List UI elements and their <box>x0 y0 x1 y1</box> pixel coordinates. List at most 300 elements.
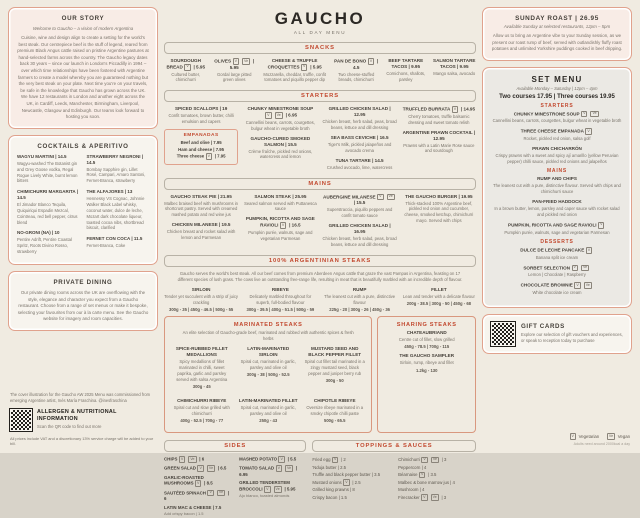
item-description: White chocolate ice cream <box>532 289 582 295</box>
diet-tags: V Ve <box>420 457 441 462</box>
cut-name: FILLET <box>431 286 447 292</box>
item-sizes-prices: 400g - 52.5 | 700g - 77 <box>180 418 224 424</box>
toppings-col1 <box>312 456 390 501</box>
set-menu-pricing: Two courses 17.95 | Three courses 19.95 <box>499 93 615 100</box>
diet-tags: V <box>204 154 213 159</box>
item-price: | 7.95 <box>214 153 226 159</box>
our-story-card <box>8 7 158 129</box>
item-name: SAUTÉED SPINACH <box>164 490 206 496</box>
item-name: THE GAUCHO BURGER <box>405 193 458 199</box>
starters-col1 <box>164 106 238 125</box>
item-name: TOMATO SALAD <box>239 465 275 471</box>
item-description: The leanest cut with a pure, distinctive flavour. Served with chips and chimichurri sauce <box>493 183 621 195</box>
item-note: Add crispy bacon | 1.5 <box>164 510 204 516</box>
item-name: Ham and cheese <box>178 146 213 152</box>
empanadas-box <box>164 129 238 164</box>
item-name: ARGENTINE PRAWN COCKTAIL <box>402 129 473 135</box>
item-price: | 14.5 <box>372 157 384 163</box>
side-item <box>164 465 231 472</box>
sides-section <box>164 437 306 518</box>
gift-cards-qr-code <box>491 322 515 346</box>
item-name: Chimichurri <box>398 457 420 463</box>
item-name: SALMON TARTARE TACOS <box>433 58 476 69</box>
item-name: RUMP AND CHIPS <box>537 176 577 182</box>
topping-item <box>398 494 476 502</box>
mains-col2 <box>243 194 317 252</box>
cocktail-item <box>17 154 80 184</box>
item-description: Lemon | Chocolate | Raspberry <box>528 272 586 278</box>
item-description: Confit tomatoes, brown butter, chilli emulsion and capers <box>168 113 234 125</box>
cut-description: Delicately marbled throughout for superb, full-bodied flavour <box>249 293 312 305</box>
item-name: SALMON STEAK <box>254 193 292 199</box>
menu-item <box>164 106 238 125</box>
item-price: | 19 <box>219 106 228 112</box>
cocktail-item <box>87 154 150 184</box>
steak-cuts-grid <box>164 287 476 316</box>
item-sizes-prices: 300g - 45 <box>192 384 211 390</box>
sunday-roast-card <box>482 7 632 61</box>
starters-col4 <box>402 106 476 174</box>
menu-item <box>333 58 379 83</box>
item-name: GREEN SALAD <box>164 465 196 471</box>
item-sizes-prices: 300g - 38 | 500g - 52.5 <box>246 372 290 378</box>
topping-item <box>398 486 476 494</box>
item-price: | 5.95 <box>193 64 206 70</box>
item-name: Fried egg <box>312 457 331 463</box>
item-description: Thick-stacked 100% Argentine beef, pickled red onion and cucumber, cheese, smoked ketchup, chimichurri mayo. Served with chips <box>404 200 474 224</box>
item-name: BEEF TARTARE TACOS <box>388 58 424 69</box>
set-menu-group <box>491 239 623 295</box>
menu-item <box>243 216 317 241</box>
item-price: | 12.95 <box>353 106 391 118</box>
cocktail-name: STRAWBERRY NEGRONI | 14.5 <box>86 153 144 165</box>
item-name: SEA BASS CEVICHE <box>330 135 376 140</box>
item-name: CHUNKY MINESTRONE SOUP <box>513 111 580 117</box>
diet-tags: V Ve <box>376 194 397 199</box>
item-name: LATIN-MARINATED FILLET <box>238 398 298 404</box>
item-description: Cherry tomatoes, truffle balsamic dressing and sweet tomato relish <box>408 113 470 125</box>
service-charge-note: All prices include VAT and a discretionary 13% service charge will be added to your bill. <box>10 436 154 446</box>
cut-sizes-prices: 225g - 20 | 300g - 26 | 450g - 36 <box>329 306 391 312</box>
menu-item <box>402 130 476 155</box>
cocktails-card <box>8 135 158 265</box>
menu-item <box>243 194 317 213</box>
item-sizes-prices: 500g - 65.5 <box>324 418 346 424</box>
menu-item <box>402 106 476 125</box>
menu-item <box>323 158 397 171</box>
item-description: Cannellini beans, carrots, courgettes, bulgur wheat in vegetable broth <box>245 119 315 131</box>
section-header-snacks: SNACKS <box>164 42 476 54</box>
item-price: | 4.5 <box>352 58 379 70</box>
item-name: Malbec & bone marrow jus <box>398 479 450 485</box>
item-price: | 6.95 <box>285 112 298 118</box>
side-item <box>239 465 306 478</box>
side-item <box>239 480 306 498</box>
item-name: GRILLED CHICKEN SALAD <box>328 222 389 228</box>
cocktails-title: COCKTAILS & APERITIVO <box>37 142 129 150</box>
item-price: | 6.95 <box>239 465 298 477</box>
sharing-steak-item <box>384 353 469 372</box>
item-name: CHICKEN MILANESE <box>171 222 218 228</box>
set-menu-item <box>491 111 623 124</box>
sides-col1 <box>164 456 231 518</box>
diet-tags: V Ve <box>231 59 252 64</box>
item-name: DULCE DE LECHE PANCAKE <box>520 247 585 253</box>
cocktail-description: Fernet-Branca, Coke <box>86 243 126 249</box>
diet-tags: V <box>450 107 459 112</box>
steak-cut <box>402 287 476 312</box>
item-price: | 5.95 <box>310 64 322 70</box>
cocktail-item <box>17 230 80 254</box>
topping-item <box>398 456 476 464</box>
item-description: In a brown butter, lemon, parsley and caper sauce with rocket salad and pickled red onion <box>494 206 620 218</box>
item-name: Beef and olive <box>180 140 210 146</box>
menu-item <box>323 135 397 154</box>
set-menu-groups <box>491 103 623 296</box>
legend-label: Vegetarian <box>578 433 600 439</box>
section-header-steaks: 100% ARGENTINIAN STEAKS <box>164 255 476 267</box>
item-price: | 5.95 <box>229 58 255 70</box>
kcal-note: Adults need around 2000kcal a day <box>573 442 630 446</box>
legend-label: Vegan <box>617 433 630 439</box>
mains-col3 <box>323 194 397 252</box>
set-menu-item <box>491 265 623 278</box>
item-price: | 6.5 <box>217 465 227 471</box>
set-menu-item <box>491 176 623 195</box>
item-price: | 7.95 <box>210 140 222 146</box>
item-description: Pumpkin purée, walnuts, sage and vegetarian Parmesan <box>248 229 313 241</box>
item-description: Spiral cut fillet tail marinated in a zingy mustard seed, black pepper and juniper berry rub <box>304 359 365 376</box>
item-price: | 19.95 <box>458 193 473 199</box>
item-price: | 6 <box>199 456 205 462</box>
item-name: GAUCHO STEAK PIE <box>170 193 217 199</box>
cut-sizes-prices: 300g - 35 | 450g - 46.5 | 500g - 55 <box>168 306 234 312</box>
side-item <box>164 456 231 463</box>
empanadas-title: EMPANADAS <box>183 133 219 139</box>
item-name: Mushroom <box>398 487 419 493</box>
item-note: Ajo blanco, toasted almonds <box>239 492 290 498</box>
item-sizes-prices: 250g - 43 <box>259 418 278 424</box>
item-sizes-prices: 450g - 78.5 | 700g - 115 <box>404 344 450 350</box>
menu-item <box>323 106 397 131</box>
item-price: | 16.95 <box>353 222 391 234</box>
item-name: Mustard onions <box>312 479 342 485</box>
item-name: Peppercorn <box>398 464 421 470</box>
set-menu-item <box>491 146 623 165</box>
our-story-intro: Welcome to Gaucho – a vision of modern Argentina <box>32 26 134 31</box>
diet-tags: V Ve <box>196 466 217 471</box>
topping-item <box>312 494 390 502</box>
menu-item <box>384 58 427 83</box>
item-description: Rocket, pickled red onion, salsa golf <box>523 135 591 141</box>
allergen-title: ALLERGEN & NUTRITIONAL INFORMATION <box>37 409 117 422</box>
diet-tags: V Ve <box>206 490 227 495</box>
starters-col2 <box>243 106 317 174</box>
item-price: | 21.95 <box>217 193 232 199</box>
item-description: Spiral cut, marinated in garlic, parsley and olive oil <box>240 359 296 370</box>
left-column <box>8 7 158 446</box>
cocktail-name: FERNET CON COCA | 11.5 <box>86 236 143 242</box>
private-dining-title: PRIVATE DINING <box>53 278 113 286</box>
cocktail-item <box>17 189 80 225</box>
item-description: Two cheese-stuffed breads, chimichurri <box>338 71 375 83</box>
item-name: THREE CHEESE EMPANADA <box>520 128 584 134</box>
item-price: | 7.95 <box>213 146 225 152</box>
left-footer <box>8 392 158 446</box>
item-price: | 19.5 <box>218 222 231 228</box>
item-price: | 6 <box>164 490 230 502</box>
set-menu-availability: Available Monday – Saturday | 12pm – 4pm <box>516 85 598 91</box>
menu-item <box>164 58 207 83</box>
item-price: | 9.95 <box>457 63 469 69</box>
set-menu-card <box>482 67 632 308</box>
item-price: | 4 <box>419 487 425 493</box>
item-name: GARLIC-ROASTED MUSHROOMS <box>164 474 204 486</box>
item-name: PRAWN CHICHARRÓN <box>532 145 582 151</box>
item-price: | 15.5 <box>285 141 297 147</box>
sharing-steaks-box <box>377 316 476 433</box>
item-price: | 3 <box>441 494 447 500</box>
item-price: | 8 <box>350 487 355 493</box>
item-price: | 8.5 <box>204 480 213 486</box>
starters-grid <box>164 106 476 174</box>
starters-col3 <box>323 106 397 174</box>
item-name: TRUFFLED BURRATA <box>402 106 451 112</box>
diet-tags: V <box>342 480 351 485</box>
cocktail-description: Wagyu-washed The Botanist gin and Grey Goose vodka, Regal Rogue Lively White, burnt lemon bitters <box>17 160 78 184</box>
menu-item <box>164 222 238 241</box>
sharing-steaks-title: SHARING STEAKS <box>396 321 457 328</box>
cut-description: The leanest cut with a pure, distinctive flavour <box>324 293 396 305</box>
item-description: Banana split ice cream <box>535 254 579 260</box>
item-price: | 14.95 <box>460 106 476 112</box>
cocktail-description: El Jimador Blanco Tequila, Quiquiriqui Espadin Mezcal, Cointreau, red bell pepper, citrus blend <box>17 201 78 225</box>
diet-tags: V <box>366 59 375 64</box>
item-description: Sirloin, rump, ribeye and fillet <box>399 360 454 366</box>
item-name: 'Nduja butter <box>312 464 337 470</box>
empanada-option <box>169 147 233 154</box>
our-story-body: Cuisine, wine and design align to create a setting for the world's best steak. Our centrepiece beef is the stuff of legend, reared from premium Black Angus cattle raised on pristine Argentine pastures at hand-selected farms across the country. The Gaucho legacy dates back 30 years – since our launch in London's Piccadilly in 1994 – over which time relationships have been fostered with Argentine farmers to create a model whereby you are guaranteed nothing but the very best steak on your plate. Next time you're on your travels, be safe in the knowledge that Gaucho has grown across the UK. We have 12 restaurants in London and another eight across the UK, in Cardiff, Leeds, Manchester, Birmingham, Liverpool, Newcastle, Glasgow and Edinburgh. Our teams look forward to hosting you soon. <box>17 35 149 120</box>
sharing-steak-item <box>384 330 469 349</box>
set-menu-title: SET MENU <box>531 74 583 84</box>
cut-description: Tender yet succulent with a strip of juicy crackling <box>164 293 239 305</box>
item-price: | 16.5 <box>289 222 301 228</box>
item-description: Oversize ribeye marinated in a smoky chipotle chilli paste <box>306 405 364 416</box>
diet-tags: V Ve <box>580 111 601 116</box>
menu-subtitle: ALL DAY MENU <box>293 30 347 35</box>
item-name: LATIN MAC & CHEESE <box>164 504 212 510</box>
item-name: SOURDOUGH BREAD <box>166 58 201 70</box>
item-name: Béarnaise <box>398 472 418 478</box>
legend-entry <box>568 434 599 439</box>
section-header-toppings: TOPPINGS & SAUCES <box>312 440 476 452</box>
sides-col2 <box>239 456 306 518</box>
diet-tags: V Ve <box>570 265 591 270</box>
toppings-col2 <box>398 456 476 501</box>
gift-cards-title: GIFT CARDS <box>521 323 565 331</box>
topping-item <box>312 471 390 479</box>
cut-sizes-prices: 300g - 39.5 | 400g - 51.5 | 500g - 59 <box>246 306 315 312</box>
sunday-roast-body: Allow us to bring an Argentine vibe to your Sunday session, as we present our roast rump of beef, served with outlandishly fluffy roast potatoes and unlimited Yorkshire puddings cooked in beef dripping. <box>491 33 623 52</box>
cocktail-name: THE ALFAJORES | 13 <box>86 189 133 195</box>
diet-tags: V <box>597 222 606 227</box>
marinated-steaks-intro: An elite selection of Gaucho-grade beef, marinated and rubbed with authentic spices & fresh herbs <box>182 329 354 342</box>
diet-tags: V <box>183 64 192 69</box>
topping-item <box>312 479 390 487</box>
cocktail-name: CHIMICHURRI MARGARITA | 14.5 <box>17 189 79 201</box>
menu-item <box>323 194 397 219</box>
item-price: | 2.5 <box>352 479 361 485</box>
item-description: Gordal large pitted green olives <box>217 71 252 83</box>
cocktail-item <box>87 236 150 249</box>
item-description: Spicy medallions of fillet marinated in chilli, sweet paprika, garlic and parsley served with salsa Argentina <box>176 359 228 382</box>
marinated-steak-item <box>304 346 365 389</box>
menu-item <box>323 223 397 248</box>
gift-cards-card <box>482 314 632 354</box>
topping-item <box>312 456 390 464</box>
marinated-steak-item <box>304 398 365 423</box>
item-price: | 12.95 <box>433 129 476 141</box>
item-description: Crème fraîche, pickled red onions, watercress and lemon <box>248 148 313 160</box>
item-description: Seared salmon served with Puttanesca sauce <box>244 200 317 212</box>
item-price: | 4 <box>421 464 427 470</box>
item-name: Grilled king prawns <box>312 487 349 493</box>
cut-sizes-prices: 200g - 38.5 | 300g - 50 | 450g - 68 <box>406 301 471 307</box>
sunday-roast-title: SUNDAY ROAST | 26.95 <box>515 15 599 22</box>
cocktail-name: NO-GRONI (NA) | 10 <box>17 230 60 236</box>
diet-legend <box>482 433 632 440</box>
diet-tag-icon: V <box>570 433 576 440</box>
section-header-starters: STARTERS <box>164 90 476 102</box>
diet-tags: V Ve <box>177 457 198 462</box>
sides-toppings-row <box>164 437 476 518</box>
diet-tags: V Ve <box>420 495 441 500</box>
item-name: GAUCHO-CURED SMOKED SALMON <box>250 135 311 147</box>
item-description: Chicken breast, herb salad, peas, broad beans, lettuce and dill dressing <box>322 235 397 247</box>
item-name: PUMPKIN, RICOTTA AND SAGE RAVIOLI <box>508 222 597 228</box>
diet-tags: V Ve <box>263 487 284 492</box>
item-name: Three cheese <box>176 153 205 159</box>
item-name: OLIVES <box>214 58 232 64</box>
gift-cards-body: Explore our selection of gift vouchers and experiences, or speak to reception today to purchase <box>521 332 623 344</box>
item-price: | 16.5 <box>377 135 389 140</box>
diet-tags: V <box>418 472 427 477</box>
menu-item <box>402 194 476 224</box>
steak-cut <box>243 287 317 312</box>
item-name: MASHED POTATO <box>239 456 277 462</box>
item-name: MUSTARD SEED AND BLACK PEPPER FILLET <box>308 346 362 358</box>
side-item <box>164 475 231 488</box>
item-description: Cornichons, shallots, parsley <box>386 70 426 82</box>
set-menu-item <box>491 222 623 235</box>
diet-tags: V Ve <box>573 283 594 288</box>
item-description: Crispy prawns with a sweet and spicy ají amarillo (yellow Peruvian pepper) chilli sauce, pickled red onions and jalapeños <box>495 152 619 164</box>
diet-tags: V <box>278 223 287 228</box>
item-name: Firecracker <box>398 494 420 500</box>
diet-tags: V <box>300 64 309 69</box>
item-name: PUMPKIN, RICOTTA AND SAGE RAVIOLI <box>245 216 315 228</box>
allergen-block <box>10 409 156 431</box>
set-menu-item <box>491 199 623 218</box>
item-description: Mozzarella, cheddar, truffle, confit tomatoes and piquillo pepper dip <box>263 71 326 83</box>
cut-description: Lean and tender with a delicate flavour <box>402 293 475 299</box>
menu-item <box>433 58 476 83</box>
item-name: CHOCOLATE BROWNIE <box>520 282 573 288</box>
marinated-steak-item <box>237 398 298 423</box>
item-price: | 3.5 <box>371 472 381 478</box>
item-description: Cultured butter, chimichurri <box>171 71 201 83</box>
cocktail-description: Hennessy VS Cognac, Johnnie Walker Black Label whisky, coconut water, dulce de leche, Mozart dark chocolate liqueur, toasted cocoa nibs, shortbread biscuit, clarified <box>86 196 145 231</box>
item-name: CHEESE & TRUFFLE CROQUETTES <box>267 58 318 70</box>
item-name: Truffle and black pepper butter <box>312 472 371 478</box>
topping-item <box>312 486 390 494</box>
private-dining-body: Our private dining rooms across the UK are overflowing with the style, elegance and character you expect from a Gaucho restaurant. Choose from a range of set menus or make it bespoke, selecting your favourites from our à la carte menu. See the Gaucho website for imagery and room capacities. <box>17 289 149 322</box>
diet-tags: V <box>277 457 286 462</box>
right-column <box>482 7 632 446</box>
set-menu-item <box>491 247 623 260</box>
group-heading: STARTERS <box>540 102 574 109</box>
diet-tags: V <box>330 457 339 462</box>
diet-tags: V <box>584 129 593 134</box>
side-item <box>164 505 231 516</box>
topping-item <box>398 479 476 487</box>
steak-cut <box>164 287 238 312</box>
section-header-sides: SIDES <box>164 440 306 452</box>
group-items <box>491 111 623 165</box>
item-name: CHUNKY MINESTRONE SOUP <box>247 106 314 112</box>
set-menu-group <box>491 103 623 165</box>
menu-item <box>243 136 317 161</box>
item-name: LATIN-MARINATED SIRLOIN <box>247 346 290 358</box>
artist-credit: The cover illustration for the Gaucho AW 2025 Menu was commissioned from emerging Argentine artist, Inés María Fraschina. @inesfraschina <box>10 392 151 404</box>
menu-item <box>212 58 255 83</box>
item-description: Crushed avocado, lime, watercress <box>326 164 393 170</box>
allergen-qr-code <box>10 409 32 431</box>
menu-item <box>261 58 328 83</box>
item-name: SPICE-RUBBED FILLET MEDALLIONS <box>175 346 228 358</box>
cocktail-item <box>87 189 150 231</box>
marinated-sharing-row <box>164 316 476 433</box>
item-description: Mango salsa, avocado <box>433 70 476 76</box>
item-name: SORBET SELECTION <box>523 265 571 271</box>
group-items <box>491 176 623 235</box>
side-item <box>239 456 306 463</box>
sunday-roast-availability: Available Sunday at selected restaurants, 12pm – 5pm <box>503 24 611 29</box>
item-price: | 4 <box>450 479 455 485</box>
private-dining-card <box>8 271 158 331</box>
group-heading: DESSERTS <box>540 239 574 246</box>
set-menu-item <box>491 128 623 141</box>
item-name: PAN-FRIED HADDOCK <box>532 199 582 205</box>
item-price: | 3 <box>441 457 447 463</box>
item-price: | 5.5 <box>287 456 297 462</box>
diet-tag-icon: Ve <box>607 433 615 440</box>
item-description: Malbec braised beef with mushrooms in shortcrust pastry. Served with creamed mashed potato and red wine jus <box>164 200 239 218</box>
item-price: | 9.95 <box>408 63 421 69</box>
item-description: Cannellini beans, carrots, courgettes, bulgur wheat in vegetable broth <box>492 118 622 124</box>
item-name: THE GAUCHO SAMPLER <box>399 353 455 359</box>
marinated-steak-item <box>237 346 298 389</box>
item-name: CHIPOTLE RIBEYE <box>313 398 356 404</box>
topping-item <box>312 464 390 472</box>
diet-tags: V Ve <box>274 466 295 471</box>
item-name: GRILLED TENDERSTEM BROCCOLI <box>239 480 290 492</box>
item-description: Superstraccia, piquillo peppers and confit tomato sauce <box>326 207 393 218</box>
item-sizes-prices: 300g - 50 <box>325 378 344 384</box>
item-price: | 25.95 <box>292 193 307 199</box>
item-price: | 15.5 <box>353 200 366 206</box>
center-column <box>164 7 476 516</box>
